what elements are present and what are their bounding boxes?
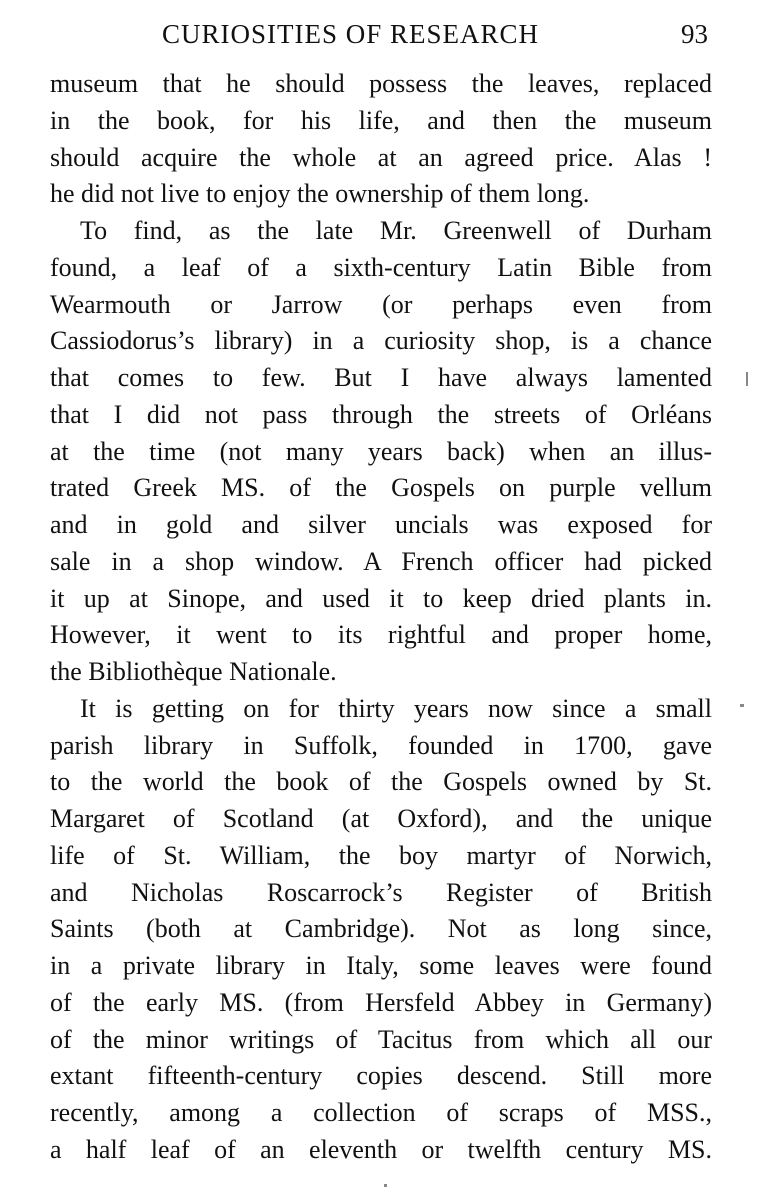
text-line: a half leaf of an eleventh or twelfth century MS. xyxy=(50,1134,712,1164)
running-title: CURIOSITIES OF RESEARCH xyxy=(162,19,540,49)
text-line: found, a leaf of a sixth-century Latin Bible from xyxy=(50,252,712,282)
text-line: he did not live to enjoy the ownership of them long. xyxy=(50,179,590,209)
text-line: To find, as the late Mr. Greenwell of Durham xyxy=(80,216,712,245)
scan-mark xyxy=(740,704,744,707)
running-header xyxy=(50,14,712,54)
text-line: extant fifteenth-century copies descend. Still more xyxy=(50,1061,712,1091)
text-line: that comes to few. But I have always lamented xyxy=(50,363,712,392)
text-line: in a private library in Italy, some leaves were found xyxy=(50,951,712,980)
text-line: museum that he should possess the leaves, replaced xyxy=(50,69,712,98)
text-line: Saints (both at Cambridge). Not as long since, xyxy=(50,914,712,944)
scan-mark xyxy=(384,1184,387,1187)
scan-mark xyxy=(746,372,748,386)
text-line: However, it went to its rightful and proper home, xyxy=(50,620,712,650)
text-line: it up at Sinope, and used it to keep dried plants in. xyxy=(50,583,712,613)
text-line: and in gold and silver uncials was exposed for xyxy=(50,510,712,539)
body-text xyxy=(50,66,712,1169)
text-line: at the time (not many years back) when an illus- xyxy=(50,436,712,466)
text-line: recently, among a collection of scraps of MSS., xyxy=(50,1098,712,1127)
text-line: the Bibliothèque Nationale. xyxy=(50,657,337,686)
text-line: life of St. William, the boy martyr of Norwich, xyxy=(50,840,712,870)
text-line: of the early MS. (from Hersfeld Abbey in Germany) xyxy=(50,987,712,1017)
page-number: 93 xyxy=(681,19,708,49)
text-line: in the book, for his life, and then the museum xyxy=(50,105,712,135)
text-line: that I did not pass through the streets of Orléans xyxy=(50,399,712,429)
text-line: trated Greek MS. of the Gospels on purple vellum xyxy=(50,473,712,503)
text-line: Cassiodorus’s library) in a curiosity shop, is a chance xyxy=(50,326,712,356)
text-line: Margaret of Scotland (at Oxford), and the unique xyxy=(50,804,712,833)
text-line: of the minor writings of Tacitus from which all our xyxy=(50,1024,712,1054)
text-line: to the world the book of the Gospels owned by St. xyxy=(50,767,712,797)
text-line: It is getting on for thirty years now since a small xyxy=(80,693,712,723)
text-line: Wearmouth or Jarrow (or perhaps even from xyxy=(50,289,712,319)
text-line: should acquire the whole at an agreed price. Alas ! xyxy=(50,142,712,172)
text-line: and Nicholas Roscarrock’s Register of British xyxy=(50,877,712,907)
text-line: sale in a shop window. A French officer had picked xyxy=(50,546,712,576)
text-line: parish library in Suffolk, founded in 1700, gave xyxy=(50,730,712,760)
